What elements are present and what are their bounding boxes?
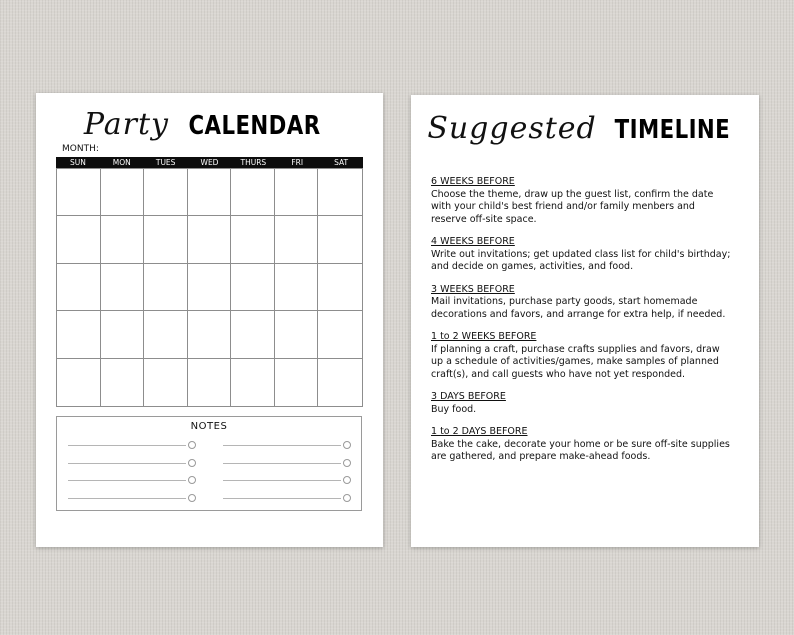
calendar-day-cell [57,216,101,263]
calendar-day-cell [101,311,145,358]
calendar-day-cell [188,216,232,263]
note-rule [68,480,186,481]
timeline-heading: 3 WEEKS BEFORE [431,283,515,295]
calendar-day-cell [318,359,362,406]
calendar-day-cell [57,169,101,216]
timeline-heading: 4 WEEKS BEFORE [431,236,515,247]
calendar-day-cell [275,216,319,263]
calendar-day-cell [144,216,188,263]
timeline-heading: 1 to 2 DAYS BEFORE [431,426,528,437]
calendar-day-cell [144,169,188,216]
note-line [223,440,351,458]
calendar-day-cell [231,264,275,311]
calendar-day-cell [231,169,275,216]
calendar-day-cell [318,169,362,216]
note-rule [68,445,186,446]
note-line [223,493,351,511]
timeline-text: Write out invitations; get updated class list for child's birthday; and decide on games, activities, and food. [431,248,731,272]
calendar-day-cell [57,264,101,311]
note-circle-icon [343,476,351,484]
calendar-day-cell [144,311,188,358]
weekday-sun: SUN [69,158,86,167]
timeline-list [431,176,743,474]
calendar-title-script: Party [83,107,169,142]
note-circle-icon [343,459,351,467]
note-rule [223,480,341,481]
note-line [223,458,351,476]
note-rule [223,498,341,499]
notes-column-left [68,440,196,510]
timeline-heading: 3 DAYS BEFORE [431,391,506,402]
weekday-header [56,157,363,168]
note-line [68,475,196,493]
calendar-day-cell [231,311,275,358]
timeline-heading: 6 WEEKS BEFORE [431,176,515,187]
timeline-section [431,284,743,322]
calendar-day-cell [318,216,362,263]
timeline-section [431,176,743,226]
calendar-day-cell [231,216,275,263]
note-line [68,493,196,511]
calendar-day-cell [101,216,145,263]
calendar-day-cell [275,264,319,311]
note-circle-icon [188,476,196,484]
calendar-day-cell [275,311,319,358]
notes-box [56,416,362,511]
timeline-section [431,391,743,416]
timeline-text: Buy food. [431,403,477,415]
calendar-day-cell [188,359,232,406]
timeline-text: Bake the cake, decorate your home or be sure off-site supplies are gathered, and prepare make-ahead foods. [431,438,730,462]
timeline-title-script: Suggested [427,111,597,146]
calendar-day-cell [275,359,319,406]
note-circle-icon [343,494,351,502]
calendar-title [36,107,383,142]
note-rule [68,463,186,464]
month-label: MONTH: [62,144,99,154]
calendar-day-cell [318,311,362,358]
timeline-text: Mail invitations, purchase party goods, start homemade decorations and favors, and arrange for extra help, if needed. [431,296,726,320]
calendar-day-cell [144,359,188,406]
weekday-tue: TUES [155,158,176,167]
calendar-day-cell [318,264,362,311]
timeline-section [431,426,743,464]
calendar-day-cell [57,359,101,406]
calendar-day-cell [144,264,188,311]
note-circle-icon [188,441,196,449]
note-rule [223,445,341,446]
calendar-day-cell [275,169,319,216]
timeline-section [431,236,743,274]
calendar-day-cell [188,169,232,216]
notes-column-right [223,440,351,510]
timeline-text: Choose the theme, draw up the guest list, confirm the date with your child's best friend and/or family menbers and reserve off-site space. [431,188,714,225]
timeline-text: If planning a craft, purchase crafts supplies and favors, draw up a schedule of activities/games, make samples of planned craft(s), and call guests who have not yet responded. [431,343,720,380]
note-line [68,440,196,458]
calendar-day-cell [101,359,145,406]
calendar-grid [56,168,363,407]
calendar-day-cell [101,264,145,311]
note-line [223,475,351,493]
calendar-day-cell [188,311,232,358]
calendar-day-cell [188,264,232,311]
weekday-wed: WED [200,158,219,167]
suggested-timeline-page [411,95,759,547]
note-rule [223,463,341,464]
weekday-thu: THURS [240,158,267,167]
note-line [68,458,196,476]
timeline-title-bold: TIMELINE [614,115,730,145]
weekday-mon: MON [112,158,131,167]
timeline-title [411,111,759,146]
party-calendar-page [36,93,383,547]
calendar-day-cell [101,169,145,216]
timeline-section [431,331,743,381]
note-rule [68,498,186,499]
notes-title: NOTES [190,421,228,432]
timeline-heading: 1 to 2 WEEKS BEFORE [431,331,537,342]
calendar-day-cell [231,359,275,406]
note-circle-icon [188,459,196,467]
weekday-fri: FRI [291,158,304,167]
note-circle-icon [188,494,196,502]
weekday-sat: SAT [334,158,349,167]
calendar-title-bold: CALENDAR [188,111,321,141]
calendar-day-cell [57,311,101,358]
note-circle-icon [343,441,351,449]
